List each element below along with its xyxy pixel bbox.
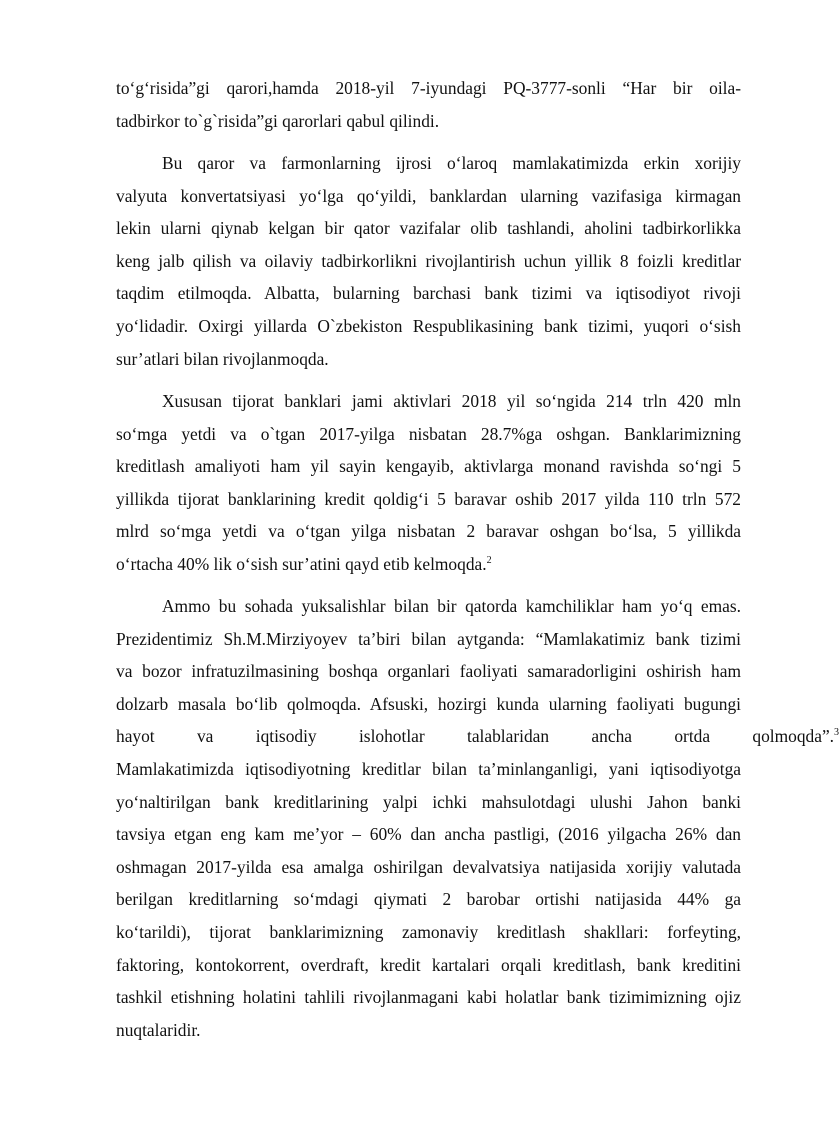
paragraph-line: kreditlash amaliyoti ham yil sayin kengayib, aktivlarga monand ravishda so‘ngi 5 [116, 456, 741, 477]
paragraph-4 [116, 590, 839, 1046]
paragraph-line: keng jalb qilish va oilaviy tadbirkorlikni rivojlantirish uchun yillik 8 foizli kreditlar [116, 250, 741, 271]
paragraph-line: Bu qaror va farmonlarning ijrosi o‘laroq mamlakatimizda erkin xorijiy [162, 153, 741, 173]
paragraph-line [116, 720, 839, 753]
paragraph-line: tashkil etishning holatini tahlili rivojlanmagani kabi holatlar bank tizimimizning ojiz [116, 987, 741, 1008]
paragraph-line: tavsiya etgan eng kam me’yor – 60% dan ancha pastligi, (2016 yilgacha 26% dan [116, 824, 741, 845]
paragraph-line: Mamlakatimizda iqtisodiyotning kreditlar bilan ta’minlanganligi, yani iqtisodiyotga [116, 758, 741, 779]
paragraph-line-text: hayot va iqtisodiy islohotlar talablaridan ancha ortda qolmoqda”. [116, 726, 835, 747]
paragraph-line: berilgan kreditlarning so‘mdagi qiymati 2 barobar ortishi natijasida 44% ga [116, 889, 741, 910]
paragraph-line: faktoring, kontokorrent, overdraft, kredit kartalari orqali kreditlash, bank kreditini [116, 954, 741, 975]
footnote-marker: 3 [834, 727, 839, 739]
paragraph-line: yo‘lidadir. Oxirgi yillarda O`zbekiston Respublikasining bank tizimi, yuqori o‘sish [116, 315, 741, 336]
paragraph-line: Xususan tijorat banklari jami aktivlari 2018 yil so‘ngida 214 trln 420 mln [162, 391, 741, 411]
paragraph-line: oshmagan 2017-yilda esa amalga oshirilgan devalvatsiya natijasida xorijiy valutada [116, 856, 741, 877]
paragraph-line: Ammo bu sohada yuksalishlar bilan bir qatorda kamchiliklar ham yo‘q emas. [162, 596, 741, 616]
paragraph-line-text: o‘rtacha 40% lik o‘sish sur’atini qayd etib kelmoqda. [116, 553, 487, 574]
footnote-marker: 2 [486, 554, 492, 566]
paragraph-3 [116, 385, 741, 581]
paragraph-line: va bozor infratuzilmasining boshqa organlari faoliyati samaradorligini oshirish ham [116, 661, 741, 682]
paragraph-line: to‘g‘risida”gi qarori,hamda 2018-yil 7-iyundagi PQ-3777-sonli “Har bir oila- [116, 78, 741, 98]
paragraph-line: sur’atlari bilan rivojlanmoqda. [116, 348, 329, 369]
paragraph-line: taqdim etilmoqda. Albatta, bularning barchasi bank tizimi va iqtisodiyot rivoji [116, 283, 741, 304]
paragraph-line: mlrd so‘mga yetdi va o‘tgan yilga nisbatan 2 baravar oshgan bo‘lsa, 5 yillikda [116, 521, 741, 542]
paragraph-line: yillikda tijorat banklarining kredit qoldig‘i 5 baravar oshib 2017 yilda 110 trln 572 [116, 488, 741, 509]
paragraph-line: tadbirkor to`g`risida”gi qarorlari qabul qilindi. [116, 110, 440, 131]
paragraph-2 [116, 147, 741, 375]
paragraph-line: Prezidentimiz Sh.M.Mirziyoyev ta’biri bilan aytganda: “Mamlakatimiz bank tizimi [116, 628, 741, 649]
paragraph-line: valyuta konvertatsiyasi yo‘lga qo‘yildi, banklardan ularning vazifasiga kirmagan [116, 185, 741, 206]
paragraph-line: nuqtalaridir. [116, 1019, 201, 1040]
paragraph-line: ko‘tarildi), tijorat banklarimizning zamonaviy kreditlash shakllari: forfeyting, [116, 921, 741, 942]
paragraph-line: yo‘naltirilgan bank kreditlarining yalpi ichki mahsulotdagi ulushi Jahon banki [116, 791, 741, 812]
paragraph-line: lekin ularni qiynab kelgan bir qator vazifalar olib tashlandi, aholini tadbirkorlikka [116, 218, 741, 239]
paragraph-1 [116, 72, 741, 137]
paragraph-line: so‘mga yetdi va o`tgan 2017-yilga nisbatan 28.7%ga oshgan. Banklarimizning [116, 423, 741, 444]
paragraph-line: dolzarb masala bo‘lib qolmoqda. Afsuski, hozirgi kunda ularning faoliyati bugungi [116, 693, 741, 714]
paragraph-line [116, 548, 741, 581]
